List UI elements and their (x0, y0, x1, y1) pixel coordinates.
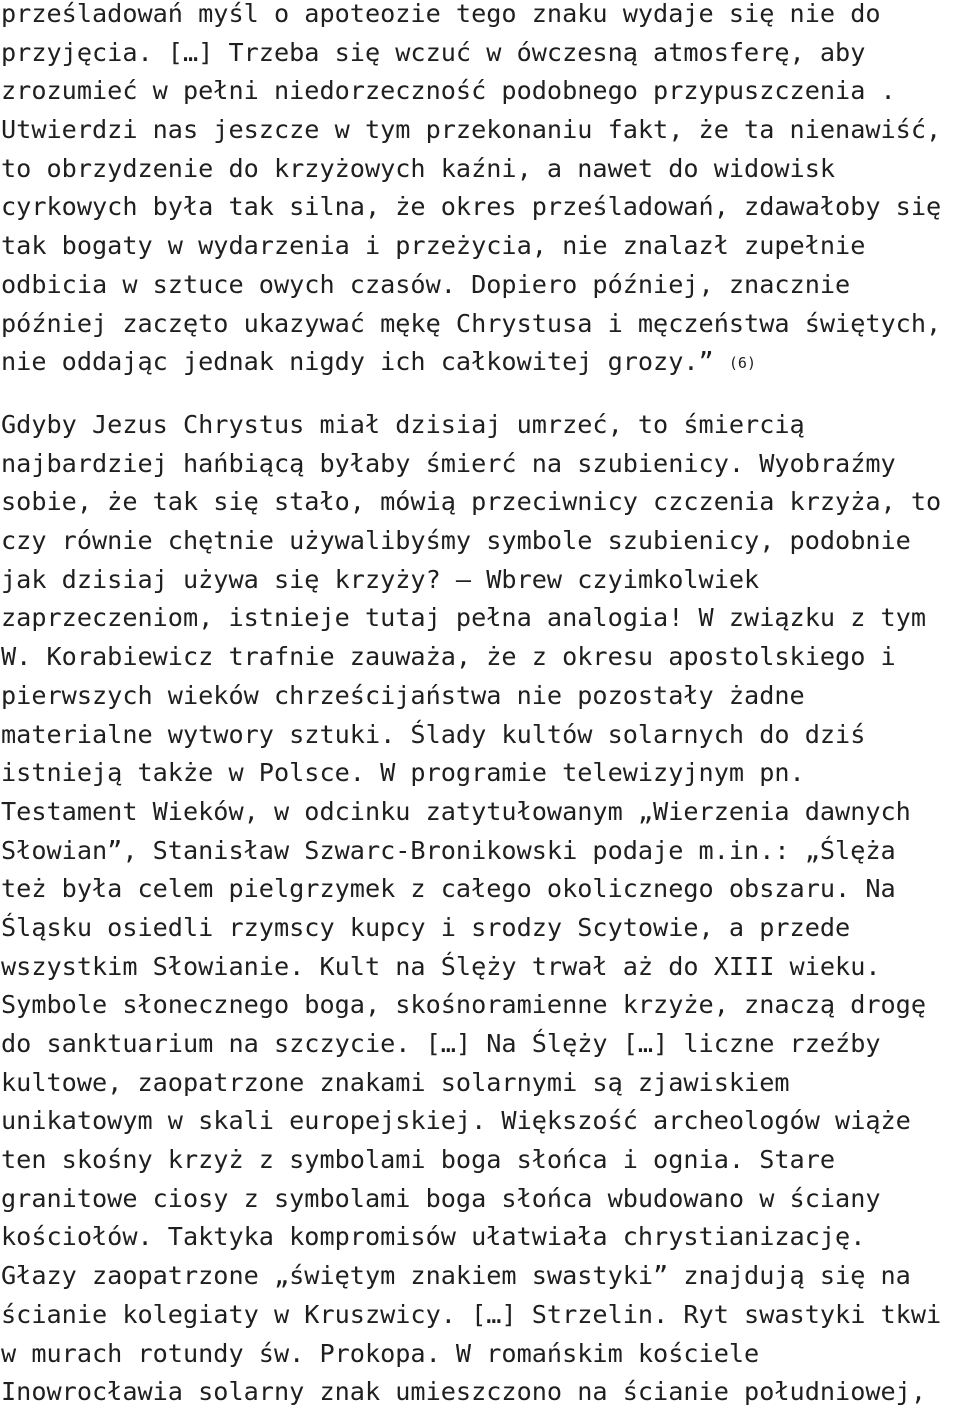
text-line: granitowe ciosy z symbolami boga słońca wbudowano w ściany (1, 1183, 881, 1213)
text-line: Głazy zaopatrzone „świętym znakiem swastyki” znajdują się na (1, 1261, 911, 1291)
paragraph-body (1, 406, 941, 1412)
text-line: materialne wytwory sztuki. Ślady kultów solarnych do dziś (1, 719, 866, 749)
text-line: kultowe, zaopatrzone znakami solarnymi są zjawiskiem (1, 1067, 790, 1097)
text-line: Symbole słonecznego boga, skośnoramienne krzyże, znaczą drogę (1, 990, 927, 1020)
paragraph-quote (1, 0, 941, 382)
text-line: w murach rotundy św. Prokopa. W romańskim kościele (1, 1338, 760, 1368)
text-line: czy równie chętnie używalibyśmy symbole szubienicy, podobnie (1, 526, 911, 556)
text-line: W. Korabiewicz trafnie zauważa, że z okresu apostolskiego i (1, 642, 896, 672)
footnote-reference[interactable]: (6) (728, 354, 756, 373)
text-line: ścianie kolegiaty w Kruszwicy. […] Strzelin. Ryt swastyki tkwi (1, 1299, 942, 1329)
text-line: tak bogaty w wydarzenia i przeżycia, nie znalazł zupełnie (1, 231, 866, 261)
text-line: pierwszych wieków chrześcijaństwa nie pozostały żadne (1, 680, 805, 710)
text-line: później zaczęto ukazywać mękę Chrystusa i męczeństwa świętych, (1, 308, 942, 338)
text-line: cyrkowych była tak silna, że okres prześladowań, zdawałoby się (1, 192, 942, 222)
text-line: Testament Wieków, w odcinku zatytułowanym „Wierzenia dawnych (1, 796, 911, 826)
text-line: unikatowym w skali europejskiej. Większość archeologów wiąże (1, 1106, 911, 1136)
text-line: Utwierdzi nas jeszcze w tym przekonaniu fakt, że ta nienawiść, (1, 115, 942, 145)
text-line: istnieją także w Polsce. W programie telewizyjnym pn. (1, 758, 805, 788)
text-line: odbicia w sztuce owych czasów. Dopiero później, znacznie (1, 269, 851, 299)
text-line: sobie, że tak się stało, mówią przeciwnicy czczenia krzyża, to (1, 487, 942, 517)
text-line: Inowrocławia solarny znak umieszczono na ścianie południowej, (1, 1377, 927, 1407)
text-line: zaprzeczeniom, istnieje tutaj pełna analogia! W związku z tym (1, 603, 927, 633)
text-line: zrozumieć w pełni niedorzeczność podobnego przypuszczenia . (1, 76, 896, 106)
text-line: jak dzisiaj używa się krzyży? – Wbrew czyimkolwiek (1, 564, 760, 594)
text-line-last (1, 343, 941, 382)
text-line: prześladowań myśl o apoteozie tego znaku wydaje się nie do (1, 0, 881, 28)
text-line-content: nie oddając jednak nigdy ich całkowitej grozy.” (1, 347, 714, 377)
text-line: Śląsku osiedli rzymscy kupcy i srodzy Scytowie, a przede (1, 912, 851, 942)
text-line: przyjęcia. […] Trzeba się wczuć w ówczesną atmosferę, aby (1, 37, 866, 67)
text-line: też była celem pielgrzymek z całego okolicznego obszaru. Na (1, 874, 896, 904)
text-line: Gdyby Jezus Chrystus miał dzisiaj umrzeć, to śmiercią (1, 410, 805, 439)
text-line: do sanktuarium na szczycie. […] Na Ślęży […] liczne rzeźby (1, 1029, 881, 1058)
text-line: ten skośny krzyż z symbolami boga słońca i ognia. Stare (1, 1145, 836, 1175)
text-line: najbardziej hańbiącą byłaby śmierć na szubienicy. Wyobraźmy (1, 448, 896, 478)
text-line: kościołów. Taktyka kompromisów ułatwiała chrystianizację. (1, 1222, 866, 1252)
text-line: to obrzydzenie do krzyżowych kaźni, a nawet do widowisk (1, 153, 836, 183)
text-line: wszystkim Słowianie. Kult na Ślęży trwał aż do XIII wieku. (1, 951, 881, 981)
text-line: Słowian”, Stanisław Szwarc-Bronikowski podaje m.in.: „Ślęża (1, 835, 896, 865)
